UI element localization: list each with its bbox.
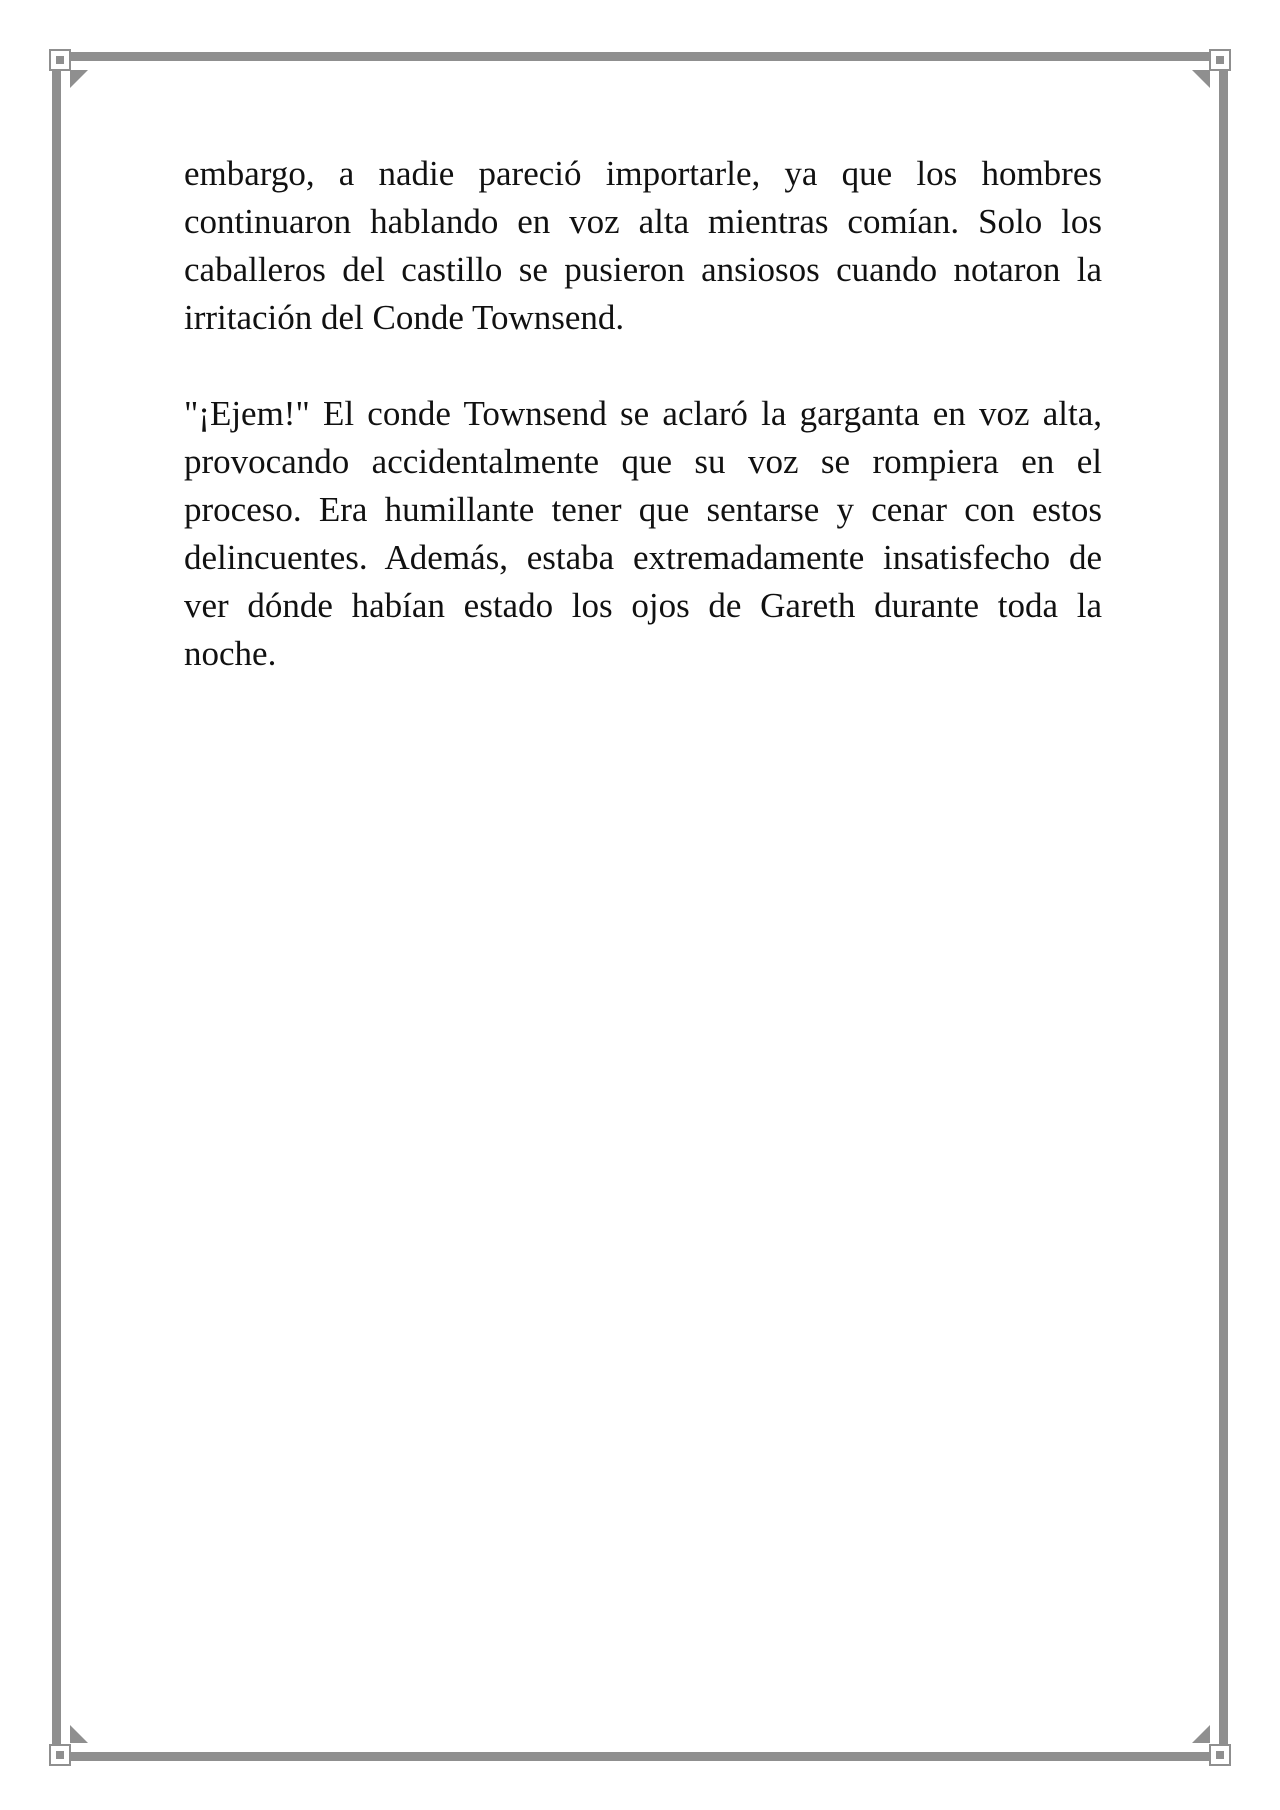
corner-ornament-top-right: [1209, 49, 1231, 71]
page-body-text: [184, 150, 1102, 678]
frame-top-border: [68, 52, 1212, 61]
frame-right-border: [1219, 68, 1228, 1744]
frame-bottom-border: [68, 1752, 1212, 1761]
corner-ornament-bottom-right: [1209, 1744, 1231, 1766]
corner-ornament-top-left: [49, 49, 71, 71]
corner-triangle-top-right: [1192, 70, 1210, 88]
corner-triangle-bottom-left: [70, 1725, 88, 1743]
corner-ornament-bottom-left: [49, 1744, 71, 1766]
corner-triangle-top-left: [70, 70, 88, 88]
paragraph-1: embargo, a nadie pareció importarle, ya que los hombres continuaron hablando en voz alta mientras comían. Solo los caballeros del castillo se pusieron ansiosos cuando notaron la irritación del Conde Townsend.: [184, 154, 1102, 337]
frame-left-border: [52, 68, 61, 1744]
paragraph-2: "¡Ejem!" El conde Townsend se aclaró la garganta en voz alta, provocando accidentalmente que su voz se rompiera en el proceso. Era humillante tener que sentarse y cenar con estos delincuentes. Además, estaba extremadamente insatisfecho de ver dónde habían estado los ojos de Gareth durante toda la noche.: [184, 394, 1102, 673]
corner-triangle-bottom-right: [1192, 1725, 1210, 1743]
